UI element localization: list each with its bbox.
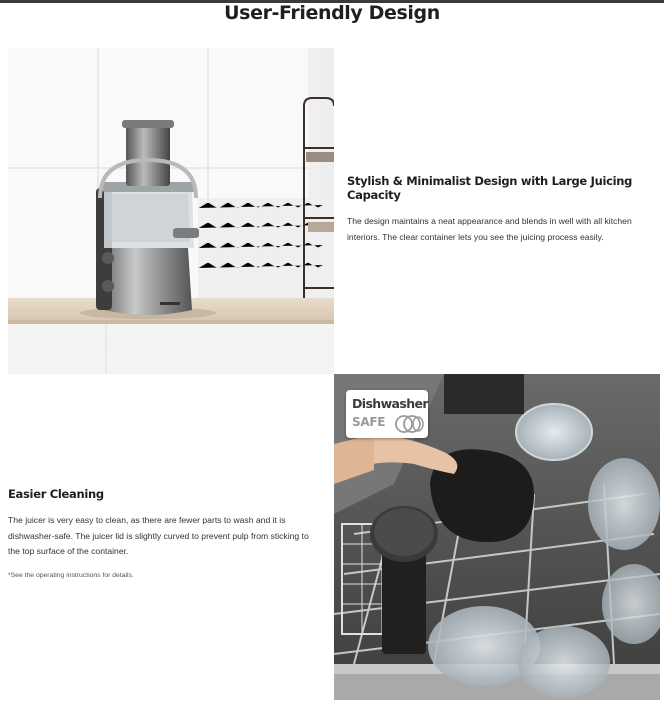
plates-icon bbox=[394, 414, 424, 439]
feature-design-body: The design maintains a neat appearance and blends in well with all kitchen interiors. The clear container lets you see the juicing process easily. bbox=[347, 216, 632, 242]
feature-design-title: Stylish & Minimalist Design with Large Juicing Capacity bbox=[347, 174, 633, 202]
page-title: User-Friendly Design bbox=[224, 2, 440, 24]
badge-line1: Dishwasher bbox=[352, 396, 428, 411]
feature-cleaning bbox=[8, 487, 322, 579]
juicer-kitchen-photo bbox=[8, 48, 334, 374]
operating-instructions-footnote: *See the operating instructions for details. bbox=[8, 571, 134, 579]
feature-cleaning-body: The juicer is very easy to clean, as there are fewer parts to wash and it is dishwasher-safe. The juicer lid is slightly curved to prevent pulp from sticking to the top surface of the container. bbox=[8, 515, 309, 557]
feature-cleaning-title: Easier Cleaning bbox=[8, 487, 104, 501]
dishwasher-safe-badge bbox=[346, 390, 428, 438]
feature-design bbox=[347, 174, 647, 245]
badge-line2: SAFE bbox=[352, 415, 386, 429]
